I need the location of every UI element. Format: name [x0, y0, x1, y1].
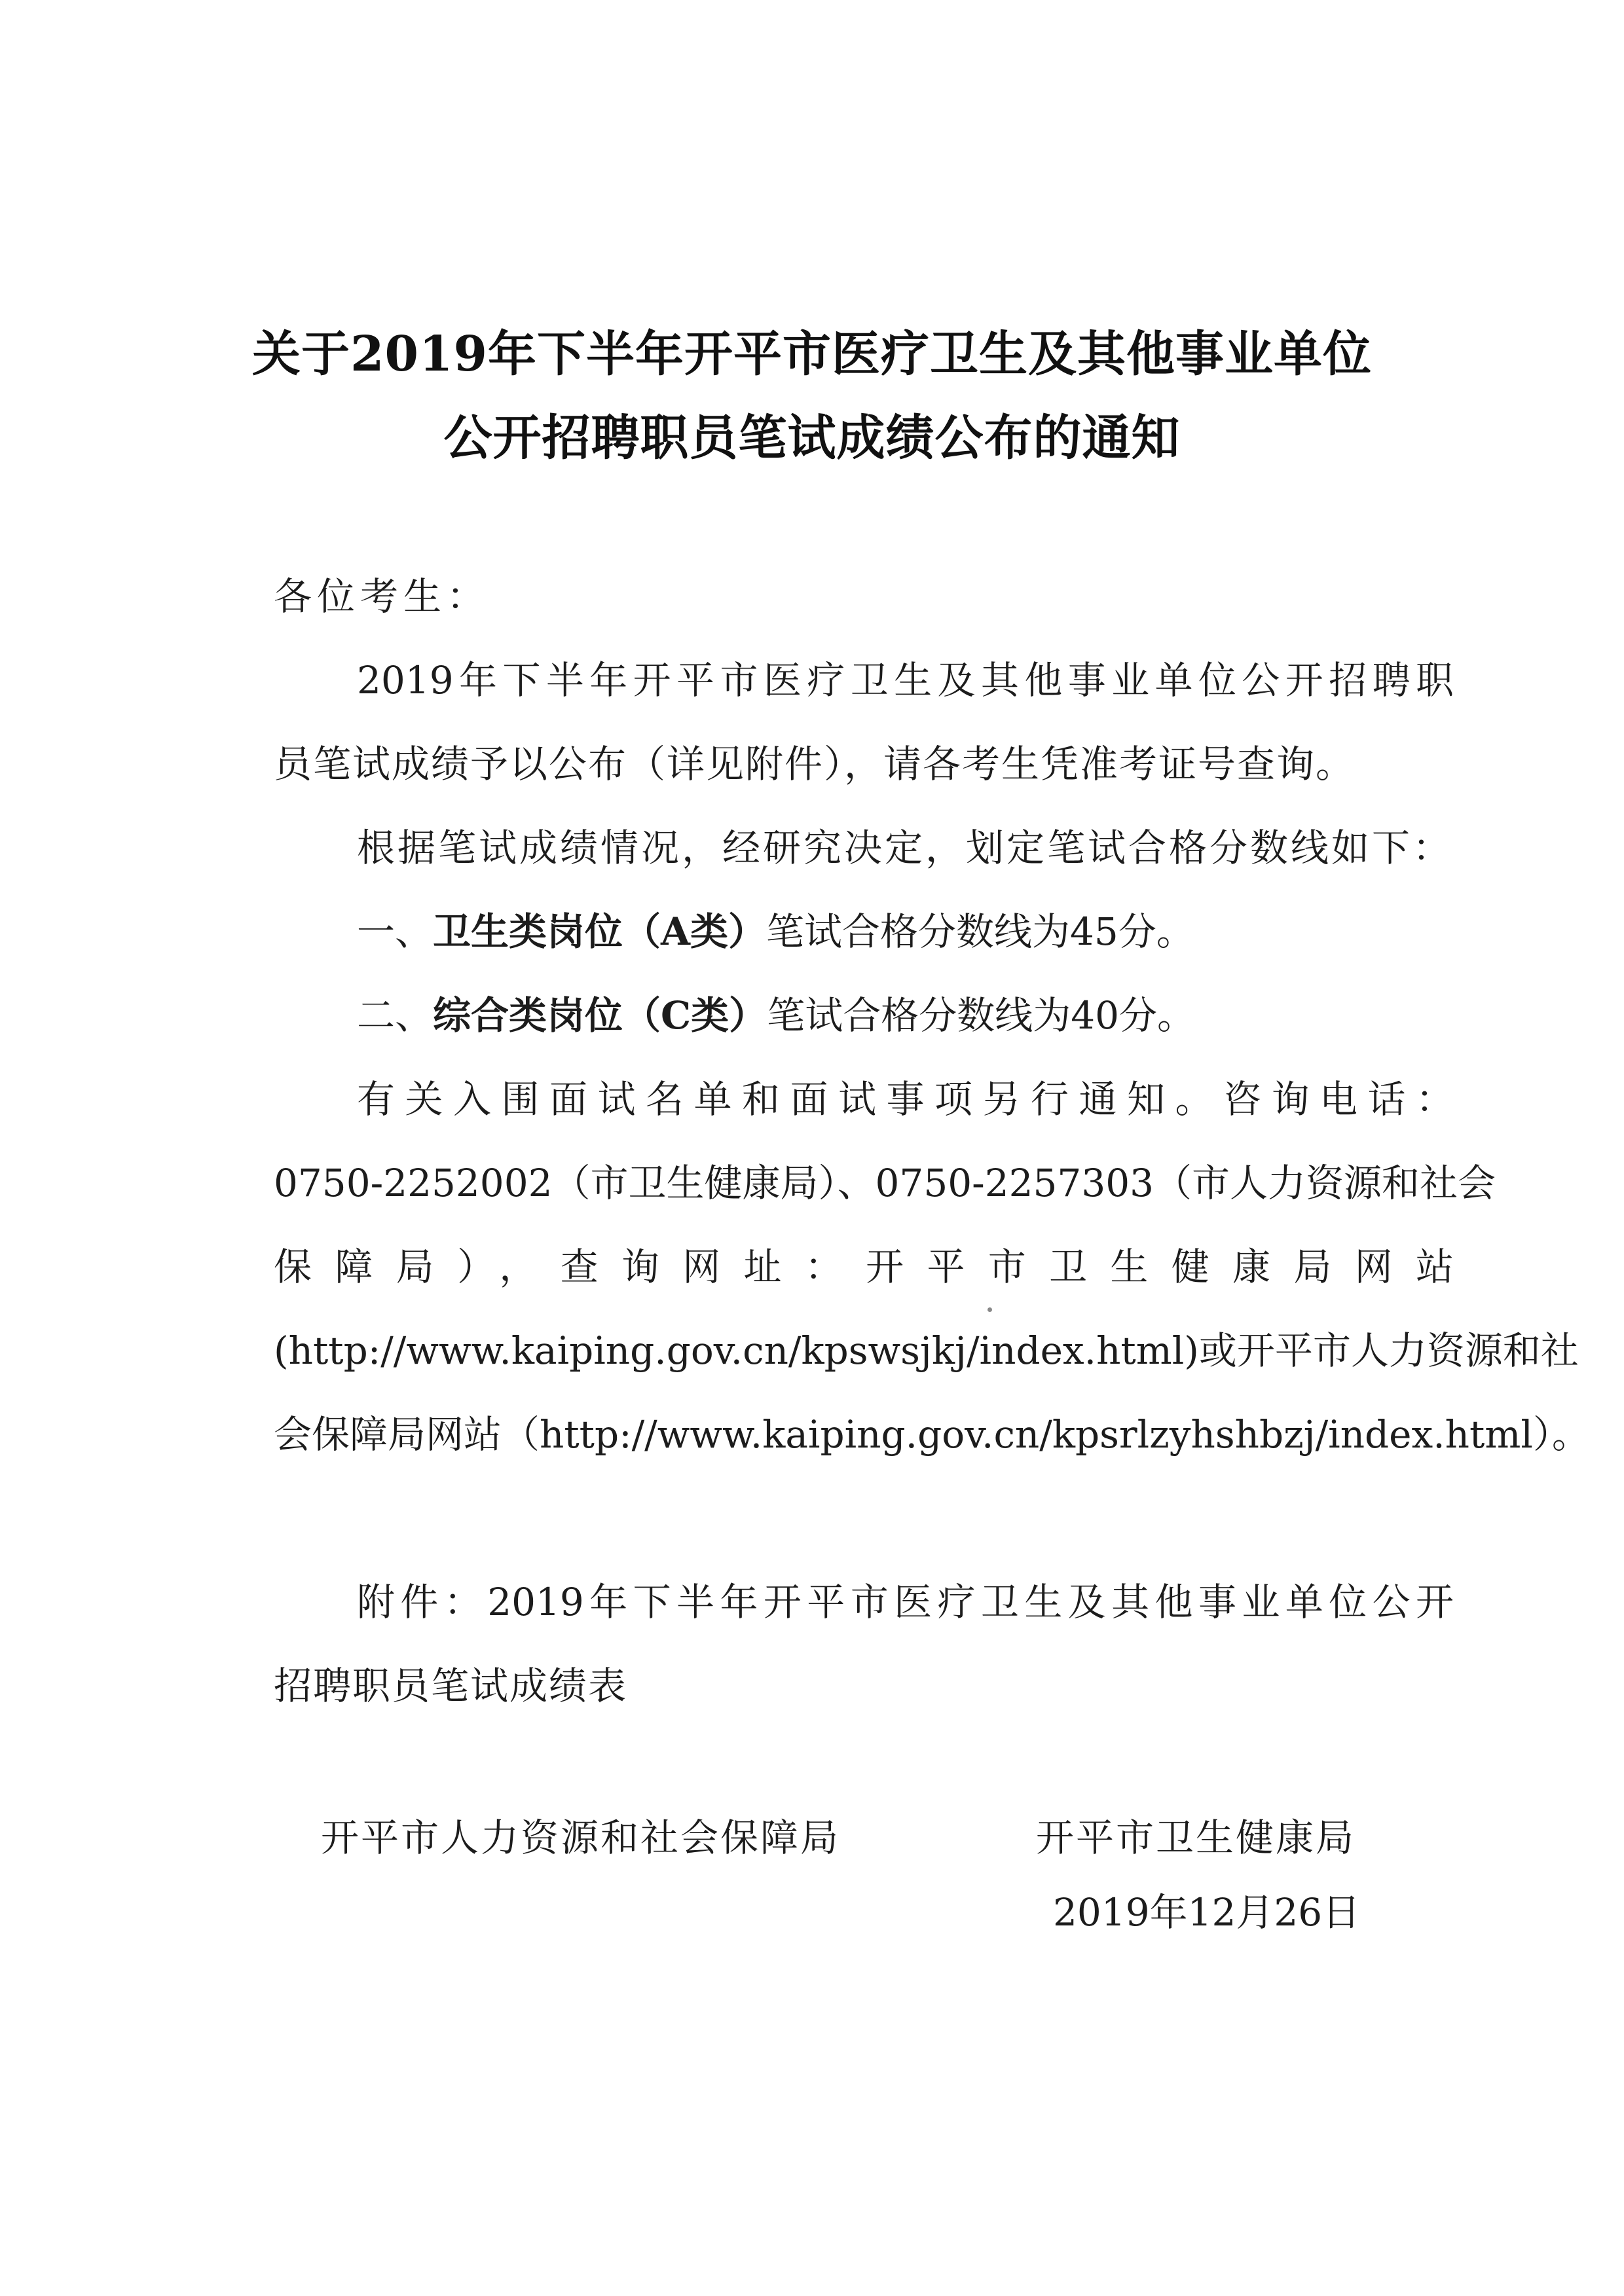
scan-dot	[987, 1307, 992, 1312]
list-item-2-text: 笔试合格分数线为40分。	[767, 993, 1195, 1038]
paragraph-3-line-5: 会保障局网站（http://www.kaiping.gov.cn/kpsrlzyhshbzj/index.html）。	[274, 1412, 1590, 1457]
list-item-1-prefix: 一、	[357, 909, 434, 954]
paragraph-3-line-3: 保障局），查询网址：开平市卫生健康局网站	[274, 1245, 1454, 1289]
list-item-2-prefix: 二、	[357, 993, 434, 1038]
salutation: 各位考生：	[274, 574, 490, 619]
document-title-line-1: 关于2019年下半年开平市医疗卫生及其他事业单位	[252, 326, 1372, 382]
paragraph-2: 根据笔试成绩情况，经研究决定，划定笔试合格分数线如下：	[357, 826, 1454, 870]
list-item-2-bold: 综合类岗位（C类）	[433, 993, 767, 1038]
attachment-line-2: 招聘职员笔试成绩表	[274, 1664, 628, 1708]
list-item-1-text: 笔试合格分数线为45分。	[766, 909, 1194, 954]
signature-org-2: 开平市卫生健康局	[1036, 1815, 1356, 1860]
paragraph-1-line-2: 员笔试成绩予以公布（详见附件），请各考生凭准考证号查询。	[274, 742, 1356, 786]
document-title-line-2: 公开招聘职员笔试成绩公布的通知	[443, 410, 1181, 466]
paragraph-1-line-1: 2019年下半年开平市医疗卫生及其他事业单位公开招聘职	[357, 658, 1454, 702]
attachment-line-1: 附件：2019年下半年开平市医疗卫生及其他事业单位公开	[357, 1580, 1454, 1624]
list-item-2	[357, 993, 1195, 1038]
paragraph-3-line-1: 有关入围面试名单和面试事项另行通知。咨询电话：	[357, 1077, 1454, 1121]
list-item-1	[357, 909, 1194, 954]
paragraph-3-line-2: 0750-2252002（市卫生健康局）、0750-2257303（市人力资源和社会	[274, 1161, 1496, 1205]
signature-date: 2019年12月26日	[1053, 1890, 1361, 1935]
list-item-1-bold: 卫生类岗位（A类）	[433, 909, 767, 954]
signature-org-1: 开平市人力资源和社会保障局	[321, 1815, 841, 1860]
paragraph-3-line-4: (http://www.kaiping.gov.cn/kpswsjkj/index.html)或开平市人力资源和社	[274, 1328, 1579, 1373]
